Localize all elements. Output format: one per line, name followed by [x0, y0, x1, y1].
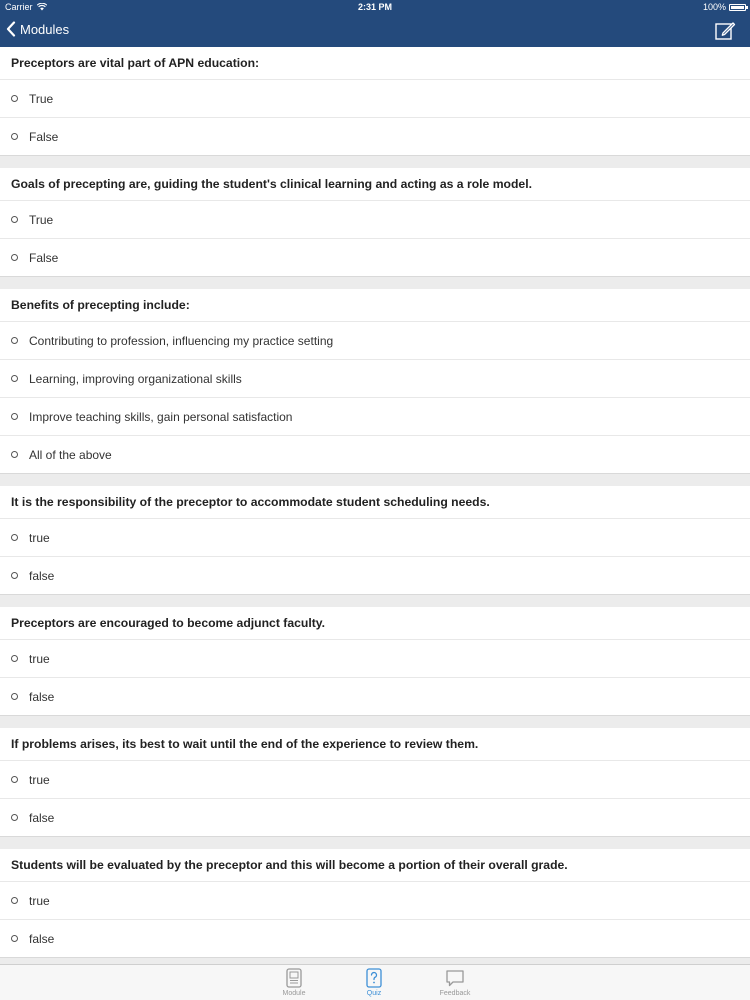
answer-option[interactable] [0, 519, 750, 557]
question-card [0, 486, 750, 595]
radio-icon[interactable] [11, 655, 18, 662]
radio-icon[interactable] [11, 897, 18, 904]
answer-option[interactable] [0, 80, 750, 118]
tab-feedback[interactable] [425, 968, 485, 997]
answer-option[interactable] [0, 799, 750, 837]
quiz-icon [365, 968, 383, 988]
answer-option[interactable] [0, 398, 750, 436]
answer-option[interactable] [0, 360, 750, 398]
quiz-content[interactable] [0, 47, 750, 964]
radio-icon[interactable] [11, 413, 18, 420]
radio-icon[interactable] [11, 814, 18, 821]
answer-option[interactable] [0, 557, 750, 595]
battery-percent: 100% [702, 2, 726, 12]
answer-option-label: true [29, 651, 50, 666]
battery-indicator [703, 2, 746, 12]
radio-icon[interactable] [11, 133, 18, 140]
radio-icon[interactable] [11, 451, 18, 458]
question-card [0, 849, 750, 958]
question-card [0, 289, 750, 474]
answer-option[interactable] [0, 239, 750, 277]
radio-icon[interactable] [11, 935, 18, 942]
answer-option[interactable] [0, 920, 750, 958]
radio-icon[interactable] [11, 337, 18, 344]
answer-option[interactable] [0, 201, 750, 239]
answer-option-label: Improve teaching skills, gain personal satisfaction [29, 409, 293, 424]
radio-icon[interactable] [11, 254, 18, 261]
tab-feedback-label: Feedback [439, 990, 471, 997]
module-icon [285, 968, 303, 988]
answer-option-label: All of the above [29, 447, 112, 462]
answer-option[interactable] [0, 882, 750, 920]
navigation-bar [0, 14, 750, 47]
answer-option-label: false [29, 931, 55, 946]
answer-option[interactable] [0, 436, 750, 474]
clock: 2:31 PM [357, 2, 392, 12]
radio-icon[interactable] [11, 95, 18, 102]
feedback-icon [445, 968, 465, 988]
radio-icon[interactable] [11, 216, 18, 223]
radio-icon[interactable] [11, 776, 18, 783]
answer-option[interactable] [0, 640, 750, 678]
radio-icon[interactable] [11, 534, 18, 541]
answer-option[interactable] [0, 761, 750, 799]
question-title: Goals of precepting are, guiding the student's clinical learning and acting as a role model. [0, 168, 750, 201]
answer-option[interactable] [0, 678, 750, 716]
question-title: If problems arises, its best to wait until the end of the experience to review them. [0, 728, 750, 761]
chevron-left-icon [6, 21, 16, 37]
question-title: Students will be evaluated by the preceptor and this will become a portion of their overall grade. [0, 849, 750, 882]
answer-option-label: True [29, 212, 54, 227]
tab-quiz-label: Quiz [366, 990, 382, 997]
tab-module-label: Module [282, 990, 306, 997]
question-card [0, 607, 750, 716]
compose-icon[interactable] [714, 20, 736, 42]
radio-icon[interactable] [11, 693, 18, 700]
answer-option-label: Contributing to profession, influencing my practice setting [29, 333, 334, 348]
question-card [0, 728, 750, 837]
answer-option-label: False [29, 250, 59, 265]
question-list [0, 47, 750, 958]
answer-option-label: true [29, 893, 50, 908]
question-title: Preceptors are encouraged to become adjunct faculty. [0, 607, 750, 640]
back-button[interactable] [6, 21, 69, 37]
carrier-label: Carrier [5, 2, 33, 12]
question-title: Preceptors are vital part of APN education: [0, 47, 750, 80]
tab-quiz[interactable] [344, 968, 404, 997]
tab-module[interactable] [264, 968, 324, 997]
answer-option[interactable] [0, 118, 750, 156]
answer-option-label: false [29, 568, 55, 583]
radio-icon[interactable] [11, 375, 18, 382]
answer-option[interactable] [0, 322, 750, 360]
question-title: Benefits of precepting include: [0, 289, 750, 322]
back-label: Modules [20, 21, 70, 37]
answer-option-label: false [29, 689, 55, 704]
answer-option-label: Learning, improving organizational skills [29, 371, 242, 386]
answer-option-label: true [29, 772, 50, 787]
question-title: It is the responsibility of the preceptor to accommodate student scheduling needs. [0, 486, 750, 519]
answer-option-label: false [29, 810, 55, 825]
answer-option-label: true [29, 530, 50, 545]
question-card [0, 168, 750, 277]
answer-option-label: True [29, 91, 54, 106]
radio-icon[interactable] [11, 572, 18, 579]
tab-bar [0, 964, 750, 1000]
answer-option-label: False [29, 129, 59, 144]
battery-icon [729, 4, 746, 11]
status-bar [0, 0, 750, 14]
question-card [0, 47, 750, 156]
